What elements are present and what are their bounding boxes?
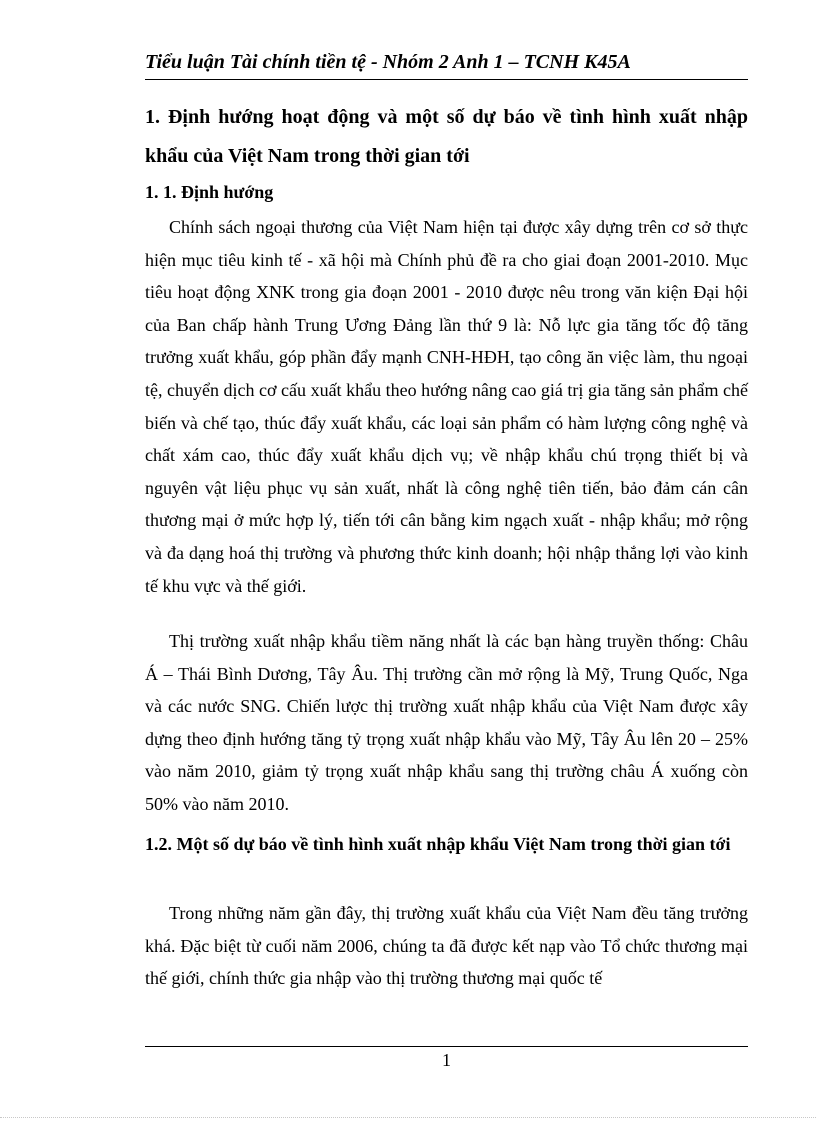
header-divider [145, 79, 748, 80]
footer-divider [145, 1046, 748, 1047]
section-1-heading: 1. Định hướng hoạt động và một số dự báo về tình hình xuất nhập khẩu của Việt Nam trong thời gian tới [145, 106, 748, 167]
paragraph-export-markets: Thị trường xuất nhập khẩu tiềm năng nhất là các bạn hàng truyền thống: Châu Á – Thái Bình Dương, Tây Âu. Thị trường cần mở rộng là Mỹ, Trung Quốc, Nga và các nước SNG. Chiến lược thị trường xuất nhập khẩu của Việt Nam được xây dựng theo định hướng tăng tỷ trọng xuất nhập khẩu vào Mỹ, Tây Âu lên 20 – 25% vào năm 2010, giảm tỷ trọng xuất nhập khẩu sang thị trường châu Á xuống còn 50% vào năm 2010. [145, 631, 748, 814]
section-1-1-heading: 1. 1. Định hướng [145, 182, 274, 202]
page-number: 1 [442, 1050, 451, 1070]
page-edge-border [0, 1117, 816, 1118]
section-1-2-heading: 1.2. Một số dự báo về tình hình xuất nhập khẩu Việt Nam trong thời gian tới [145, 834, 731, 854]
paragraph-recent-growth: Trong những năm gần đây, thị trường xuất khẩu của Việt Nam đều tăng trưởng khá. Đặc biệt từ cuối năm 2006, chúng ta đã được kết nạp vào Tổ chức thương mại thế giới, chính thức gia nhập vào thị trường thương mại quốc tế [145, 903, 748, 989]
paragraph-orientation-policy: Chính sách ngoại thương của Việt Nam hiện tại được xây dựng trên cơ sở thực hiện mục tiêu kinh tế - xã hội mà Chính phủ đề ra cho giai đoạn 2001-2010. Mục tiêu hoạt động XNK trong gia đoạn 2001 - 2010 được nêu trong văn kiện Đại hội của Ban chấp hành Trung Ương Đảng lần thứ 9 là: Nỗ lực gia tăng tốc độ tăng trưởng xuất khẩu, góp phần đẩy mạnh CNH-HĐH, tạo công ăn việc làm, thu ngoại tệ, chuyển dịch cơ cấu xuất khẩu theo hướng nâng cao giá trị gia tăng sản phẩm chế biến và chế tạo, thúc đẩy xuất khẩu, các loại sản phẩm có hàm lượng công nghệ và chất xám cao, thúc đẩy xuất khẩu dịch vụ; về nhập khẩu chú trọng thiết bị và nguyên vật liệu phục vụ sản xuất, nhất là công nghệ tiên tiến, bảo đảm cán cân thương mại ở mức hợp lý, tiến tới cân bằng kim ngạch xuất - nhập khẩu; mở rộng và đa dạng hoá thị trường và phương thức kinh doanh; hội nhập thắng lợi vào kinh tế khu vực và thế giới. [145, 217, 748, 596]
running-header: Tiểu luận Tài chính tiền tệ - Nhóm 2 Anh 1 – TCNH K45A [145, 51, 631, 73]
